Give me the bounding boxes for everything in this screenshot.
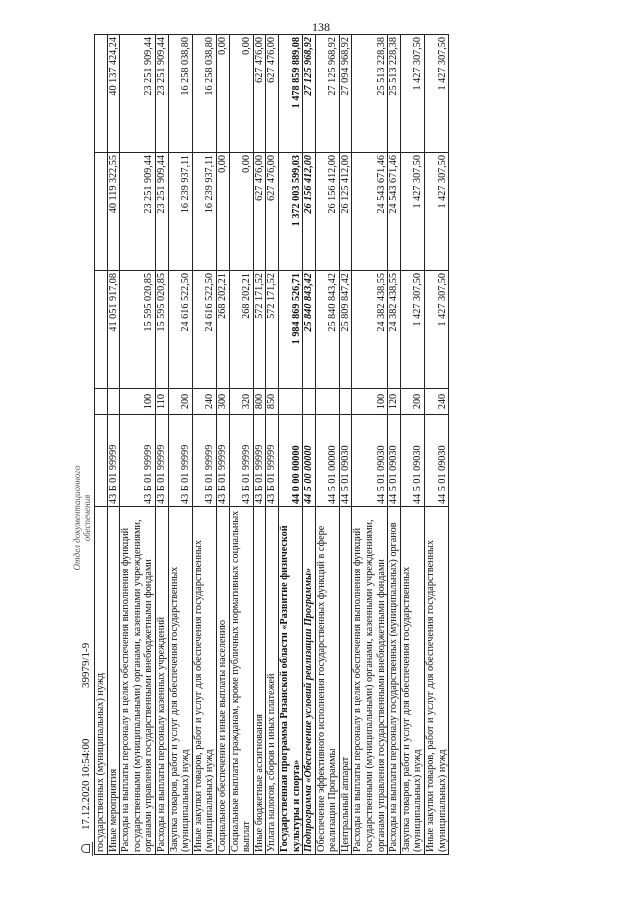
amount-year3-cell: 627 476,00 [266,35,279,153]
target-article-cell: 43 Б 01 99999 [253,415,266,507]
target-article-cell [95,415,108,507]
amount-year1-cell: 15 595 020,85 [155,271,168,389]
amount-year3-cell: 16 258 038,80 [192,35,216,153]
row-name-cell: Закупка товаров, работ и услуг для обеспечения государственных (муниципальных) нужд [168,507,192,855]
amount-year2-cell: 16 239 937,11 [168,153,192,271]
amount-year3-cell: 23 251 909,44 [120,35,156,153]
table-row [278,35,302,855]
amount-year1-cell: 572 171,52 [266,271,279,389]
row-name-cell: Иные закупки товаров, работ и услуг для обеспечения государственных (муниципальных) нужд [192,507,216,855]
amount-year1-cell: 268 202,21 [229,271,253,389]
target-article-cell: 44 5 01 09030 [400,415,424,507]
amount-year2-cell: 16 239 937,11 [192,153,216,271]
row-name-cell: Иные закупки товаров, работ и услуг для обеспечения государственных (муниципальных) нужд [425,507,449,855]
amount-year1-cell: 15 595 020,85 [120,271,156,389]
page-number: 138 [312,20,330,34]
amount-year2-cell: 26 125 412,00 [339,153,352,271]
expense-type-cell: 320 [229,389,253,415]
row-name-cell: Закупка товаров, работ и услуг для обеспечения государственных (муниципальных) нужд [400,507,424,855]
amount-year2-cell: 1 372 003 599,03 [278,153,302,271]
amount-year3-cell: 25 513 228,38 [352,35,388,153]
row-name-cell: Расходы на выплаты персоналу государственных (муниципальных) органов [388,507,401,855]
amount-year1-cell: 24 616 522,50 [192,271,216,389]
amount-year3-cell: 1 427 307,50 [400,35,424,153]
amount-year1-cell [95,271,108,389]
table-row [266,35,279,855]
expense-type-cell: 100 [120,389,156,415]
amount-year1-cell: 1 984 869 526,71 [278,271,302,389]
row-name-cell: Подпрограмма «Обеспечение условий реализации Программы» [303,507,316,855]
expense-type-cell: 110 [155,389,168,415]
table-row [95,35,108,855]
expense-type-cell: 300 [216,389,229,415]
amount-year3-cell [95,35,108,153]
budget-table [94,34,449,855]
amount-year2-cell: 1 427 307,50 [425,153,449,271]
expense-type-cell [315,389,339,415]
amount-year1-cell: 24 382 438,55 [388,271,401,389]
amount-year1-cell: 1 427 307,50 [400,271,424,389]
amount-year2-cell: 24 543 671,46 [388,153,401,271]
footer-department: Отдел документационного обеспечения [72,465,92,571]
table-row [229,35,253,855]
expense-type-cell [303,389,316,415]
amount-year3-cell: 0,00 [216,35,229,153]
amount-year3-cell: 627 476,00 [253,35,266,153]
target-article-cell: 44 5 00 00000 [303,415,316,507]
target-article-cell: 43 Б 01 99999 [229,415,253,507]
expense-type-cell: 200 [168,389,192,415]
target-article-cell: 44 5 01 09030 [352,415,388,507]
expense-type-cell: 800 [253,389,266,415]
row-name-cell: Расходы на выплаты персоналу казенных учреждений [155,507,168,855]
expense-type-cell: 100 [352,389,388,415]
target-article-cell: 43 Б 01 99999 [155,415,168,507]
table-row [400,35,424,855]
amount-year2-cell: 23 251 909,44 [120,153,156,271]
amount-year3-cell: 0,00 [229,35,253,153]
row-name-cell: Социальные выплаты гражданам, кроме публичных нормативных социальных выплат [229,507,253,855]
row-name-cell: Уплата налогов, сборов и иных платежей [266,507,279,855]
amount-year3-cell: 40 137 424,24 [107,35,120,153]
expense-type-cell: 200 [400,389,424,415]
amount-year2-cell: 26 156 412,00 [303,153,316,271]
amount-year2-cell: 40 119 322,55 [107,153,120,271]
target-article-cell: 43 Б 01 99999 [107,415,120,507]
target-article-cell: 43 Б 01 99999 [120,415,156,507]
row-name-cell: Иные мероприятия [107,507,120,855]
amount-year3-cell: 16 258 038,80 [168,35,192,153]
target-article-cell: 43 Б 01 99999 [168,415,192,507]
amount-year1-cell: 41 051 917,08 [107,271,120,389]
target-article-cell: 43 Б 01 99999 [192,415,216,507]
expense-type-cell [95,389,108,415]
target-article-cell: 44 5 01 09030 [339,415,352,507]
amount-year3-cell: 23 251 909,44 [155,35,168,153]
row-name-cell: Государственная программа Рязанской области «Развитие физической культуры и спорта» [278,507,302,855]
table-row [107,35,120,855]
footer-doc-id: 39979/1-9 [80,642,92,688]
amount-year2-cell: 26 156 412,00 [315,153,339,271]
amount-year2-cell: 24 543 671,46 [352,153,388,271]
expense-type-cell [107,389,120,415]
row-name-cell: Иные бюджетные ассигнования [253,507,266,855]
row-name-cell: Расходы на выплаты персоналу в целях обеспечения выполнения функций государственными (муниципальными) органами, казенными учреждениями, органами управления государственными внебюджетными фондами [120,507,156,855]
amount-year1-cell: 25 809 847,42 [339,271,352,389]
amount-year3-cell: 27 094 968,92 [339,35,352,153]
table-row [315,35,339,855]
budget-table-sheet [94,35,624,855]
table-row [352,35,388,855]
footer-date: 17.12.2020 10:54:00 [80,738,92,830]
stamp-icon [80,842,93,856]
table-row [303,35,316,855]
budget-table-body [95,35,449,855]
table-row [339,35,352,855]
table-row [216,35,229,855]
amount-year2-cell: 627 476,00 [266,153,279,271]
amount-year2-cell: 627 476,00 [253,153,266,271]
amount-year1-cell: 268 202,21 [216,271,229,389]
amount-year3-cell: 25 513 228,38 [388,35,401,153]
amount-year3-cell: 27 125 968,92 [303,35,316,153]
table-row [192,35,216,855]
target-article-cell: 44 5 01 00000 [315,415,339,507]
table-row [155,35,168,855]
amount-year2-cell: 1 427 307,50 [400,153,424,271]
expense-type-cell: 240 [192,389,216,415]
amount-year3-cell: 1 427 307,50 [425,35,449,153]
expense-type-cell [339,389,352,415]
table-row [168,35,192,855]
expense-type-cell [278,389,302,415]
expense-type-cell: 120 [388,389,401,415]
amount-year2-cell [95,153,108,271]
row-name-cell: Расходы на выплаты персоналу в целях обеспечения выполнения функций государственными (муниципальными) органами, казенными учреждениями, органами управления государственными внебюджетными фондами [352,507,388,855]
table-row [388,35,401,855]
row-name-cell: Обеспечение эффективного исполнения государственных функций в сфере реализации Программы [315,507,339,855]
target-article-cell: 43 Б 01 99999 [266,415,279,507]
expense-type-cell: 240 [425,389,449,415]
expense-type-cell: 850 [266,389,279,415]
amount-year1-cell: 25 840 843,42 [315,271,339,389]
row-name-cell: Социальное обеспечение и иные выплаты населению [216,507,229,855]
amount-year3-cell: 1 478 859 889,08 [278,35,302,153]
amount-year1-cell: 1 427 307,50 [425,271,449,389]
amount-year1-cell: 25 840 843,42 [303,271,316,389]
amount-year1-cell: 24 382 438,55 [352,271,388,389]
row-name-cell: Центральный аппарат [339,507,352,855]
table-row [425,35,449,855]
target-article-cell: 44 5 01 09030 [388,415,401,507]
amount-year1-cell: 24 616 522,50 [168,271,192,389]
amount-year2-cell: 23 251 909,44 [155,153,168,271]
target-article-cell: 44 5 01 09030 [425,415,449,507]
row-name-cell: государственных (муниципальных) нужд [95,507,108,855]
amount-year2-cell: 0,00 [229,153,253,271]
amount-year2-cell: 0,00 [216,153,229,271]
target-article-cell: 44 0 00 00000 [278,415,302,507]
table-row [120,35,156,855]
table-row [253,35,266,855]
amount-year1-cell: 572 171,52 [253,271,266,389]
target-article-cell: 43 Б 01 99999 [216,415,229,507]
amount-year3-cell: 27 125 968,92 [315,35,339,153]
